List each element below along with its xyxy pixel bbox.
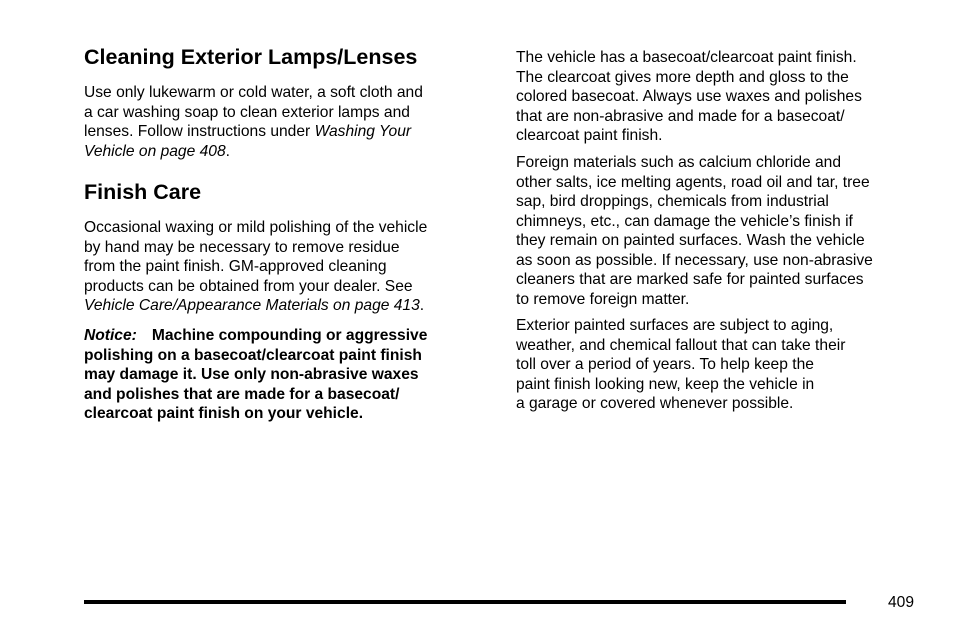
paragraph-line: cleaners that are marked safe for painted surfaces [516, 271, 864, 288]
punctuation: . [225, 142, 230, 160]
paragraph-line: other salts, ice melting agents, road oil and tar, tree [516, 173, 870, 191]
cross-reference: Washing Your [314, 123, 412, 140]
paragraph-line: a garage or covered whenever possible. [516, 395, 794, 412]
aging-paragraph [516, 316, 845, 414]
paragraph-line: clearcoat paint finish. [516, 127, 663, 144]
basecoat-paragraph [516, 48, 862, 146]
paragraph-line: products can be obtained from your dealer. See [84, 277, 413, 295]
paragraph-line [84, 296, 427, 316]
notice-text: Machine compounding or aggressive [151, 327, 428, 344]
cross-reference: Vehicle on page 408 [84, 142, 226, 160]
paragraph-line: by hand may be necessary to remove residue [84, 238, 400, 256]
paragraph-line: that are non-abrasive and made for a basecoat/ [516, 107, 845, 125]
paragraph-line: Exterior painted surfaces are subject to aging, [516, 317, 834, 334]
footer-rule [84, 600, 846, 604]
page-number: 409 [888, 594, 915, 611]
paragraph-line: as soon as possible. If necessary, use non-abrasive [516, 251, 873, 269]
paragraph-line: they remain on painted surfaces. Wash the vehicle [516, 232, 865, 249]
paragraph-line: may damage it. Use only non-abrasive waxes [84, 366, 419, 383]
paragraph-line [84, 326, 427, 346]
paragraph-line: Occasional waxing or mild polishing of the vehicle [84, 219, 428, 236]
notice-paragraph [84, 326, 427, 424]
paragraph-line: weather, and chemical fallout that can take their [516, 336, 846, 354]
finish-paragraph [84, 218, 427, 316]
paragraph-line: chimneys, etc., can damage the vehicle’s finish if [516, 212, 853, 230]
paragraph-text: lenses. Follow instructions under [84, 123, 315, 140]
notice-label: Notice: [84, 327, 137, 344]
paragraph-line [84, 122, 423, 142]
paragraph-line: Use only lukewarm or cold water, a soft cloth and [84, 84, 423, 101]
paragraph-line: colored basecoat. Always use waxes and polishes [516, 88, 862, 105]
paragraph-line: toll over a period of years. To help keep the [516, 356, 814, 373]
paragraph-line: clearcoat paint finish on your vehicle. [84, 405, 364, 422]
paragraph-line: to remove foreign matter. [516, 290, 690, 308]
paragraph-line: Foreign materials such as calcium chloride and [516, 154, 842, 171]
paragraph-line: from the paint finish. GM-approved cleaning [84, 258, 387, 275]
punctuation: . [419, 297, 425, 314]
paragraph-line: polishing on a basecoat/clearcoat paint finish [84, 346, 422, 364]
paragraph-line: The vehicle has a basecoat/clearcoat paint finish. [516, 49, 857, 66]
paragraph-line: and polishes that are made for a basecoat/ [84, 385, 400, 403]
foreign-materials-paragraph [516, 153, 873, 309]
cross-reference: Vehicle Care/Appearance Materials on page 413 [84, 297, 420, 314]
paragraph-line: The clearcoat gives more depth and gloss to the [516, 68, 849, 86]
paragraph-line: paint finish looking new, keep the vehicle in [516, 375, 815, 393]
cleaning-paragraph [84, 83, 423, 161]
paragraph-line: sap, bird droppings, chemicals from industrial [516, 193, 829, 210]
cleaning-heading: Cleaning Exterior Lamps/Lenses [84, 45, 418, 69]
finish-care-heading: Finish Care [84, 180, 202, 204]
paragraph-line [84, 142, 423, 162]
paragraph-line: a car washing soap to clean exterior lamps and [84, 103, 410, 121]
